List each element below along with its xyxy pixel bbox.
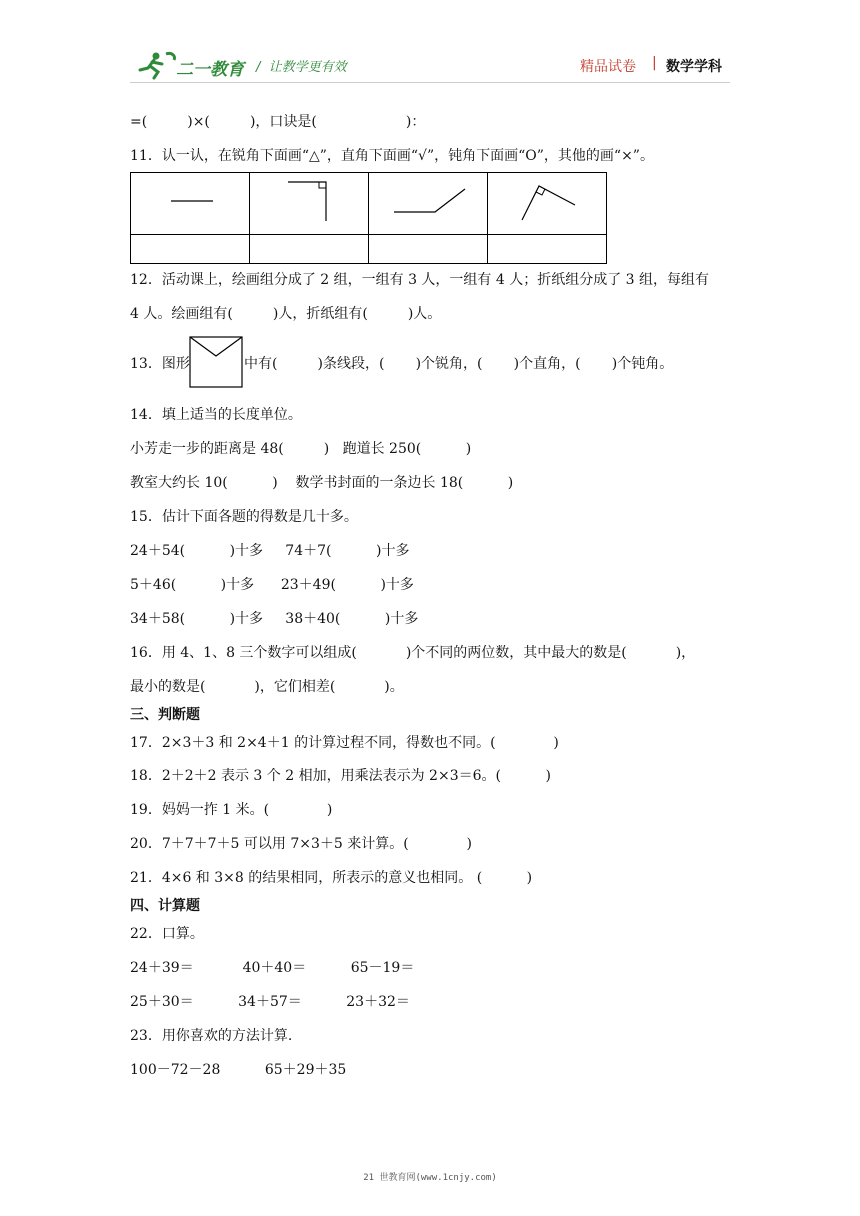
right-angle-tilted-icon: [488, 173, 606, 230]
answer-cell-2[interactable]: [250, 235, 369, 264]
logo-runner-icon: [136, 50, 178, 80]
shape-cell-2: [250, 173, 369, 235]
header-rule: [130, 82, 730, 83]
footer-source: 21 世教育网(www.1cnjy.com): [363, 1173, 497, 1183]
q15-text: 15．估计下面各题的得数是几十多。: [130, 509, 358, 525]
q18-text: 18．2＋2＋2 表示 3 个 2 相加，用乘法表示为 2×3＝6。( ): [130, 768, 551, 784]
q16-text-line2: 最小的数是( )，它们相差( )。: [130, 679, 404, 695]
q17-text: 17．2×3＋3 和 2×4＋1 的计算过程不同，得数也不同。( ): [130, 735, 559, 751]
answer-cell-3[interactable]: [369, 235, 488, 264]
header-separator: |: [652, 55, 657, 71]
q19-text: 19．妈妈一拃 1 米。( ): [130, 802, 333, 818]
header-tag-premium: 精品试卷: [580, 59, 636, 75]
q21-text: 21．4×6 和 3×8 的结果相同，所表示的意义也相同。 ( ): [130, 870, 533, 886]
q14-line-a: 小芳走一步的距离是 48( ) 跑道长 250( ): [130, 441, 472, 457]
q16-text-line1: 16．用 4、1、8 三个数字可以组成( )个不同的两位数，其中最大的数是( )，: [130, 645, 696, 661]
straight-line-icon: [131, 173, 249, 230]
answer-cell-4[interactable]: [488, 235, 607, 264]
right-angle-icon: [250, 173, 368, 230]
q22-text: 22．口算。: [130, 926, 204, 942]
logo-text: 二一教育: [176, 60, 244, 80]
q13-text-rest: 中有( )条线段，( )个锐角，( )个直角，( )个钝角。: [244, 356, 674, 372]
obtuse-angle-icon: [369, 173, 487, 230]
q22-line-b: 25＋30＝ 34＋57＝ 23＋32＝: [130, 994, 410, 1010]
q15-line-b: 5＋46( )十多 23＋49( )十多: [130, 577, 414, 593]
q10-continuation: =( )×( )，口诀是( )：: [130, 114, 426, 130]
q23-line-a: 100－72－28 65＋29＋35: [130, 1062, 347, 1078]
q15-line-c: 34＋58( )十多 38＋40( )十多: [130, 611, 419, 627]
q14-text: 14．填上适当的长度单位。: [130, 407, 302, 423]
q20-text: 20．7＋7＋7＋5 可以用 7×3＋5 来计算。( ): [130, 836, 473, 852]
header-slogan: / 让教学更有效: [256, 60, 347, 75]
header-subject: 数学学科: [666, 59, 722, 75]
section-calculation-title: 四、计算题: [130, 898, 200, 914]
q14-line-b: 教室大约长 10( ) 数学书封面的一条边长 18( ): [130, 475, 514, 491]
q12-text-line1: 12．活动课上，绘画组分成了 2 组，一组有 3 人，一组有 4 人；折纸组分成了 3 组，每组有: [130, 272, 710, 288]
section-judgement-title: 三、判断题: [130, 707, 200, 723]
q15-line-a: 24＋54( )十多 74＋7( )十多: [130, 543, 410, 559]
shape-cell-4: [488, 173, 607, 235]
shapes-table: [130, 172, 607, 264]
q12-text-line2: 4 人。绘画组有( )人，折纸组有( )人。: [130, 306, 442, 322]
shape-cell-3: [369, 173, 488, 235]
shape-cell-1: [131, 173, 250, 235]
answer-cell-1[interactable]: [131, 235, 250, 264]
q13-text-start: 13．图形: [130, 356, 190, 372]
envelope-figure-icon: [189, 336, 243, 388]
q23-text: 23．用你喜欢的方法计算.: [130, 1028, 293, 1044]
q22-line-a: 24＋39＝ 40＋40＝ 65－19＝: [130, 960, 415, 976]
q11-text: 11．认一认，在锐角下面画“△”，直角下面画“√”，钝角下面画“O”，其他的画“×”。: [130, 148, 654, 164]
